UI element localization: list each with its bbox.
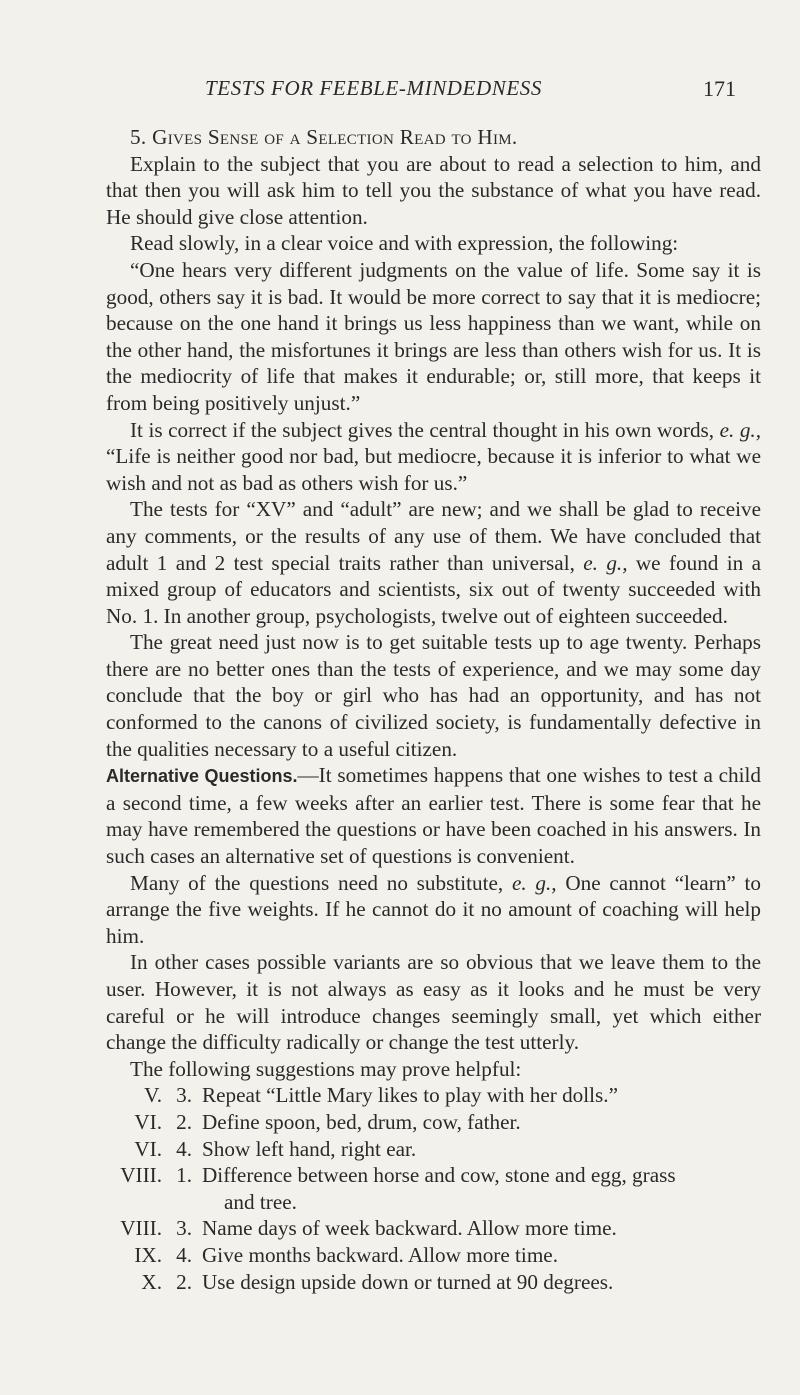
paragraph: It is correct if the subject gives the central thought in his own words, e. g., “Life is neither good nor bad, but mediocre, because it is inferior to what we wish and not as bad as others wish for us.” <box>106 417 762 495</box>
paragraph: The great need just now is to get suitable tests up to age twenty. Perhaps there are no better ones than the tests of experience, and we may some day conclude that the boy or girl who has had an opportunity, and has not conformed to the canons of civilized society, is fundamentally defective in the qualities necessary to a useful citizen. <box>106 630 761 761</box>
paragraph: The following suggestions may prove helpful: <box>130 1056 522 1081</box>
paragraph: Many of the questions need no substitute, e. g., One cannot “learn” to arrange the five weights. If he cannot do it no amount of coaching will help him. <box>106 870 761 948</box>
list-item: X. 2. Use design upside down or turned at 90 degrees. <box>141 1269 614 1294</box>
eg-abbrev: e. g., <box>511 870 557 895</box>
alternative-questions-heading: Alternative Questions. <box>106 766 298 787</box>
paragraph: Read slowly, in a clear voice and with expression, the following: <box>130 231 679 256</box>
page-number: 171 <box>703 76 736 101</box>
paragraph: In other cases possible variants are so obvious that we leave them to the user. However, it is not always as easy as it looks and he must be very careful or he will introduce changes seemingly small, yet which either change the difficulty radically or change the test utterly. <box>106 950 761 1055</box>
list-item: V. 3. Repeat “Little Mary likes to play with her dolls.” <box>144 1083 618 1108</box>
paragraph: The tests for “XV” and “adult” are new; and we shall be glad to receive any comments, or the results of any use of them. We have concluded that adult 1 and 2 test special traits rather than universal, e. g., we found in a mixed group of educators and scientists, six out of twenty succeeded with No. 1. In another group, psychologists, twelve out of eighteen succeeded. <box>106 497 761 628</box>
list-item: VIII. 3. Name days of week backward. Allow more time. <box>120 1216 617 1241</box>
eg-abbrev: e. g., <box>583 550 628 575</box>
running-header <box>0 76 800 110</box>
list-item: IX. 4. Give months backward. Allow more time. <box>134 1242 558 1267</box>
page-body <box>106 124 761 1295</box>
suggestions-list <box>106 1082 761 1295</box>
section-heading: 5. Gives Sense of a Selection Read to Him. <box>130 125 518 149</box>
paragraph: Alternative Questions.—It sometimes happens that one wishes to test a child a second time, a few weeks after an earlier test. There is some fear that he may have remembered the questions or have been coached in his answers. In such cases an alternative set of questions is convenient. <box>106 763 761 869</box>
running-title: TESTS FOR FEEBLE-MINDEDNESS <box>205 76 543 100</box>
quoted-selection: “One hears very different judgments on the value of life. Some say it is good, others say it is bad. It would be more correct to say that it is mediocre; because on the one hand it brings us less happiness than we want, while on the other hand, the misfortunes it brings are less than others wish for us. It is the mediocrity of life that makes it endurable; or, still more, that keeps it from being positively unjust.” <box>106 257 761 415</box>
list-item: VI. 4. Show left hand, right ear. <box>134 1136 417 1161</box>
list-item: VIII. 1. Difference between horse and cow, stone and egg, grass and tree. <box>120 1163 676 1214</box>
eg-abbrev: e. g., <box>719 417 762 442</box>
list-item: VI. 2. Define spoon, bed, drum, cow, father. <box>134 1109 521 1134</box>
paragraph: Explain to the subject that you are about to read a selection to him, and that then you will ask him to tell you the substance of what you have read. He should give close attention. <box>106 151 761 229</box>
